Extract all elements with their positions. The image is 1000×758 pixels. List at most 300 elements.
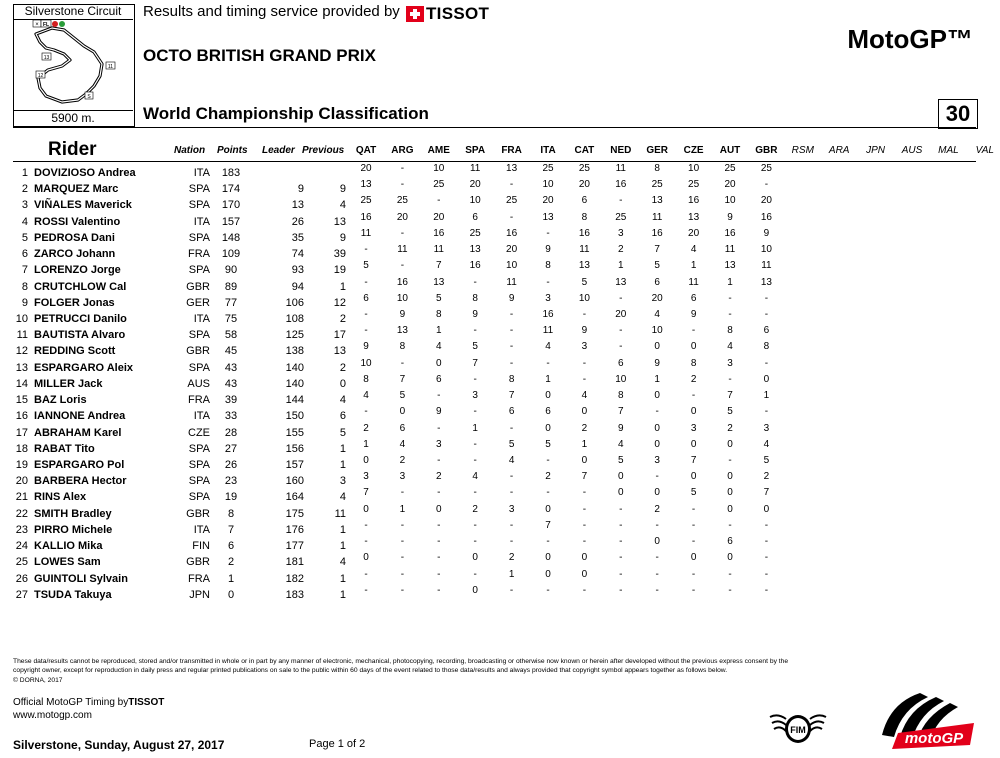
race-result: 0 (690, 341, 697, 353)
rider-nation: ITA (193, 312, 210, 325)
red-marker-icon (52, 21, 58, 27)
gap-to-leader: 181 (285, 556, 304, 569)
gap-to-leader: 94 (291, 280, 304, 293)
race-result: 0 (618, 487, 624, 499)
gap-to-leader: 150 (285, 410, 304, 423)
column-header-gp: VAL (975, 145, 994, 156)
race-result: 3 (363, 471, 369, 483)
race-result: 7 (436, 260, 442, 272)
race-result: 7 (363, 487, 369, 499)
rider-position: 26 (15, 572, 28, 585)
race-result: - (400, 227, 405, 239)
race-result: 10 (542, 179, 554, 191)
race-result: 20 (506, 244, 518, 256)
race-result: - (509, 471, 514, 483)
race-result: 25 (469, 227, 481, 239)
gap-to-leader: 138 (285, 345, 304, 358)
rider-position: 23 (15, 523, 28, 536)
race-result: 16 (469, 260, 481, 272)
race-result: 0 (436, 357, 442, 369)
race-result: 13 (651, 195, 663, 207)
website-link[interactable]: www.motogp.com (13, 710, 92, 721)
race-result: 0 (690, 552, 697, 564)
race-result: 2 (618, 244, 624, 256)
race-result: - (364, 568, 368, 580)
race-result: - (728, 373, 732, 385)
rider-nation: AUS (187, 377, 210, 390)
gap-to-previous: 1 (339, 540, 346, 553)
race-result: 3 (763, 422, 770, 434)
race-result: - (509, 357, 514, 369)
rider-position: 16 (15, 410, 28, 423)
race-result: 10 (760, 244, 772, 256)
copyright-disclaimer (13, 657, 973, 685)
gap-to-previous: 2 (339, 361, 346, 374)
race-result: 16 (360, 211, 372, 223)
rider-position: 19 (15, 458, 28, 471)
race-result: 0 (363, 503, 369, 515)
rider-points: 2 (227, 556, 235, 569)
gap-to-previous: 1 (339, 442, 346, 455)
fim-logo-text: FIM (790, 725, 806, 735)
race-result: 7 (399, 373, 406, 385)
race-result: 4 (545, 341, 551, 353)
rider-position: 2 (21, 183, 28, 196)
rider-nation: SPA (188, 183, 210, 196)
race-result: 5 (399, 390, 406, 402)
race-result: - (364, 276, 368, 288)
rider-position: 25 (15, 556, 28, 569)
rider-name: BAUTISTA Alvaro (34, 329, 126, 342)
race-result: 0 (472, 552, 478, 564)
rider-name: ZARCO Johann (34, 248, 116, 261)
disclaimer-line: © DORNA, 2017 (13, 676, 63, 684)
race-result: 20 (688, 227, 700, 239)
race-result: 5 (727, 406, 733, 418)
race-result: 13 (760, 276, 772, 288)
race-result: 2 (399, 454, 406, 466)
rider-points: 170 (221, 199, 241, 212)
race-result: - (619, 195, 623, 207)
race-result: - (582, 308, 587, 320)
race-result: 11 (761, 260, 772, 272)
race-result: 2 (690, 373, 697, 385)
track-map-icon (22, 20, 124, 108)
race-result: - (546, 584, 550, 596)
rider-name: ESPARGARO Pol (34, 458, 125, 471)
race-result: - (400, 357, 405, 369)
race-result: 20 (651, 292, 663, 304)
race-result: 8 (436, 308, 442, 320)
motogp-logo-text: motoGP (904, 730, 964, 747)
race-result: 25 (433, 179, 445, 191)
gap-to-leader: 140 (285, 377, 304, 390)
race-result: 1 (472, 422, 478, 434)
rider-name: BAZ Loris (34, 394, 87, 407)
rider-nation: ITA (193, 410, 210, 423)
race-result: 11 (724, 244, 736, 256)
race-result: 0 (581, 568, 588, 580)
rider-points: 7 (227, 523, 235, 536)
gap-to-leader: 125 (285, 329, 304, 342)
race-result: 20 (469, 179, 481, 191)
rider-points: 58 (224, 329, 238, 342)
race-result: 1 (508, 568, 515, 580)
rider-nation: SPA (188, 361, 210, 374)
race-result: - (619, 552, 623, 564)
gap-to-leader: 35 (291, 231, 304, 244)
race-result: 20 (433, 211, 445, 223)
race-result: 0 (581, 552, 588, 564)
race-result: - (764, 406, 769, 418)
race-result: 1 (690, 260, 697, 272)
race-result: 2 (727, 422, 733, 434)
gap-to-previous: 19 (333, 264, 346, 277)
race-result: 5 (545, 438, 551, 450)
race-result: - (728, 292, 732, 304)
race-result: 0 (654, 341, 660, 353)
race-result: 11 (542, 325, 554, 337)
gap-to-previous: 12 (333, 296, 346, 309)
gap-to-previous: 1 (339, 280, 346, 293)
rider-position: 4 (21, 215, 28, 228)
race-result: 9 (654, 357, 660, 369)
rider-name: ESPARGARO Aleix (34, 361, 134, 374)
rider-position: 12 (15, 345, 28, 358)
race-result: 4 (508, 454, 515, 466)
rider-points: 1 (227, 572, 235, 585)
race-result: - (509, 308, 514, 320)
track-label: 13 (43, 55, 50, 61)
race-result: 3 (472, 390, 478, 402)
race-result: 0 (545, 568, 551, 580)
race-result: 3 (581, 341, 588, 353)
gap-to-leader: 160 (285, 475, 304, 488)
race-result: 6 (363, 292, 369, 304)
race-result: 13 (469, 244, 481, 256)
rider-position: 7 (21, 264, 28, 277)
race-result: 25 (760, 163, 772, 174)
race-result: 6 (508, 406, 515, 418)
race-result: - (473, 276, 477, 288)
rider-name: TSUDA Takuya (34, 588, 112, 601)
race-result: 0 (690, 438, 697, 450)
race-result: 0 (618, 471, 624, 483)
race-result: - (364, 308, 368, 320)
rider-points: 75 (224, 312, 238, 325)
race-result: 0 (727, 438, 733, 450)
race-result: 20 (724, 179, 736, 191)
race-result: - (364, 244, 368, 256)
race-result: - (546, 357, 550, 369)
column-header-gp: RSM (791, 145, 814, 156)
race-result: 5 (690, 487, 697, 499)
track-label: × (35, 22, 39, 28)
race-result: - (437, 390, 441, 402)
race-result: 9 (508, 292, 515, 304)
rider-nation: SPA (188, 329, 210, 342)
circuit-name: Silverstone Circuit (13, 4, 133, 20)
rider-position: 10 (15, 312, 28, 325)
race-result: 2 (581, 422, 588, 434)
rider-position: 24 (15, 540, 28, 553)
race-result: 4 (581, 390, 588, 402)
race-result: 5 (508, 438, 515, 450)
rider-points: 43 (224, 377, 238, 390)
race-result: 20 (760, 195, 772, 207)
rider-position: 6 (21, 248, 28, 261)
race-result: - (691, 325, 696, 337)
race-result: 0 (545, 503, 551, 515)
race-result: - (764, 552, 769, 564)
rider-points: 183 (221, 167, 241, 179)
official-timing-text (13, 697, 164, 708)
race-result: 0 (727, 471, 733, 483)
race-result: 25 (396, 195, 408, 207)
race-result: 3 (727, 357, 733, 369)
column-header-gp: QAT (355, 145, 377, 156)
race-result: 25 (578, 163, 590, 174)
race-result: 13 (688, 211, 700, 223)
rider-name: MARQUEZ Marc (34, 183, 119, 196)
race-result: 0 (545, 422, 551, 434)
race-result: - (546, 536, 550, 548)
rider-position: 22 (15, 507, 28, 520)
race-result: 2 (472, 503, 478, 515)
race-result: - (655, 552, 659, 564)
race-result: 7 (545, 519, 551, 531)
gap-to-previous: 4 (339, 491, 346, 504)
race-result: 4 (618, 438, 624, 450)
rider-nation: GBR (186, 556, 210, 569)
race-result: 11 (651, 211, 663, 223)
rider-name: KALLIO Mika (34, 540, 103, 553)
race-result: - (473, 325, 477, 337)
round-number: 30 (938, 99, 978, 129)
gap-to-leader: 164 (285, 491, 304, 504)
race-result: - (400, 519, 405, 531)
tissot-wordmark: TISSOT (426, 4, 490, 23)
race-result: - (655, 584, 659, 596)
race-result: - (691, 584, 696, 596)
race-result: 8 (508, 373, 515, 385)
document-title: World Championship Classification (143, 104, 429, 123)
race-result: 6 (581, 195, 588, 207)
race-result: 9 (399, 308, 406, 320)
race-result: - (582, 503, 587, 515)
race-result: - (728, 519, 732, 531)
race-result: 0 (654, 487, 660, 499)
race-result: - (728, 308, 732, 320)
race-result: 8 (545, 260, 551, 272)
race-result: - (437, 422, 441, 434)
race-result: 11 (433, 244, 444, 256)
gap-to-previous: 3 (339, 475, 346, 488)
rider-name: ABRAHAM Karel (34, 426, 122, 439)
race-result: - (582, 519, 587, 531)
track-label: FL (42, 22, 50, 28)
rider-nation: ITA (193, 523, 210, 536)
gap-to-leader: 108 (285, 312, 304, 325)
rider-points: 174 (221, 183, 241, 196)
rider-points: 33 (224, 410, 238, 423)
rider-name: ROSSI Valentino (34, 215, 121, 228)
race-result: 3 (618, 227, 624, 239)
race-result: 9 (363, 341, 369, 353)
gap-to-previous: 9 (339, 231, 346, 244)
rider-name: PEDROSA Dani (34, 231, 115, 244)
race-result: - (619, 519, 623, 531)
race-result: - (364, 325, 368, 337)
race-result: 0 (763, 373, 770, 385)
race-result: 5 (436, 292, 442, 304)
race-result: 4 (763, 438, 770, 450)
gap-to-leader: 157 (285, 458, 304, 471)
rider-nation: SPA (188, 231, 210, 244)
gap-to-leader: 176 (285, 523, 304, 536)
race-result: 6 (618, 357, 624, 369)
gap-to-leader: 144 (285, 394, 304, 407)
race-result: - (582, 373, 587, 385)
race-result: - (509, 211, 514, 223)
race-result: - (764, 292, 769, 304)
disclaimer-line: These data/results cannot be reproduced, stored and/or transmitted in whole or in part by any manner of electronic, mechanical, photocopying, recording, broadcasting or otherwise now known or herein after developed without the previous express consent by the (13, 658, 789, 665)
race-result: 9 (690, 308, 697, 320)
race-result: 0 (654, 422, 660, 434)
race-result: 0 (690, 406, 697, 418)
rider-name: PIRRO Michele (34, 523, 113, 536)
race-result: - (400, 179, 405, 191)
race-result: 4 (654, 308, 660, 320)
race-result: 8 (690, 357, 697, 369)
race-result: 9 (581, 325, 588, 337)
race-result: 13 (542, 211, 554, 223)
rider-points: 90 (224, 264, 238, 277)
rider-nation: SPA (188, 475, 210, 488)
race-result: 9 (436, 406, 442, 418)
column-header-gp: ARG (391, 145, 414, 156)
race-result: 11 (688, 276, 699, 288)
column-header-gp: JPN (866, 145, 886, 156)
race-result: - (437, 519, 441, 531)
race-result: - (509, 422, 514, 434)
race-result: 1 (363, 438, 369, 450)
motogp-logo (862, 683, 980, 753)
race-result: 6 (654, 276, 660, 288)
race-result: 4 (690, 244, 697, 256)
gap-to-previous: 4 (339, 199, 346, 212)
race-result: 25 (360, 195, 372, 207)
race-result: 25 (506, 195, 518, 207)
race-result: 20 (578, 179, 590, 191)
race-result: 2 (436, 471, 442, 483)
gap-to-previous: 1 (339, 588, 346, 601)
race-result: - (364, 536, 368, 548)
race-result: 0 (727, 487, 733, 499)
rider-nation: SPA (188, 264, 210, 277)
rider-points: 77 (224, 296, 238, 309)
race-result: 25 (542, 163, 554, 174)
race-result: 2 (654, 503, 660, 515)
column-header-gp: AUS (901, 145, 923, 156)
column-header-gp: CAT (574, 145, 595, 156)
rider-nation: SPA (188, 199, 210, 212)
race-result: - (728, 584, 732, 596)
race-result: 3 (436, 438, 442, 450)
race-result: 20 (615, 308, 627, 320)
rider-nation: FRA (188, 572, 210, 585)
race-result: 8 (399, 341, 406, 353)
race-result: - (655, 519, 659, 531)
race-result: 13 (433, 276, 445, 288)
race-result: 9 (727, 211, 733, 223)
race-result: 5 (763, 454, 770, 466)
rider-name: DOVIZIOSO Andrea (34, 167, 136, 179)
rider-position: 14 (15, 377, 28, 390)
column-header-gp: CZE (683, 145, 704, 156)
timing-provider-text: Results and timing service provided by (143, 3, 400, 20)
table-row (0, 584, 1000, 605)
track-label: S (87, 94, 91, 100)
rider-nation: JPN (189, 588, 210, 601)
gap-to-leader: 156 (285, 442, 304, 455)
gap-to-leader: 140 (285, 361, 304, 374)
race-result: 8 (618, 390, 624, 402)
race-result: 10 (688, 163, 700, 174)
circuit-length: 5900 m. (13, 110, 133, 126)
race-result: 9 (618, 422, 624, 434)
race-result: - (764, 519, 769, 531)
race-result: - (728, 568, 732, 580)
race-result: - (691, 536, 696, 548)
race-result: 11 (360, 227, 372, 239)
race-result: - (400, 260, 405, 272)
race-result: - (437, 195, 441, 207)
race-result: 1 (763, 390, 770, 402)
race-result: - (509, 325, 514, 337)
rider-name: RABAT Tito (34, 442, 95, 455)
race-result: 6 (545, 406, 551, 418)
race-result: 11 (615, 163, 626, 174)
race-result: 25 (688, 179, 700, 191)
race-result: 16 (724, 227, 736, 239)
race-result: 10 (615, 373, 627, 385)
gap-to-leader: 93 (291, 264, 304, 277)
official-timing-prefix: Official MotoGP Timing by (13, 697, 129, 708)
rider-name: LORENZO Jorge (34, 264, 121, 277)
column-header-gp: AME (427, 145, 450, 156)
race-result: 4 (436, 341, 442, 353)
gap-to-previous: 4 (339, 394, 346, 407)
race-result: 2 (363, 422, 369, 434)
race-result: 13 (506, 163, 518, 174)
race-result: 16 (615, 179, 627, 191)
race-result: - (364, 406, 368, 418)
race-result: 10 (433, 163, 445, 174)
column-header-gp: MAL (938, 145, 959, 156)
race-result: 25 (724, 163, 736, 174)
gap-to-leader: 9 (297, 183, 304, 196)
rider-points: 0 (227, 588, 235, 601)
race-result: - (546, 454, 550, 466)
rider-points: 27 (224, 442, 238, 455)
race-result: 1 (399, 503, 406, 515)
rider-position: 1 (21, 167, 28, 179)
race-result: 0 (363, 454, 369, 466)
column-header-nation: Nation (174, 145, 206, 156)
race-result: 1 (436, 325, 442, 337)
race-result: 16 (506, 227, 518, 239)
